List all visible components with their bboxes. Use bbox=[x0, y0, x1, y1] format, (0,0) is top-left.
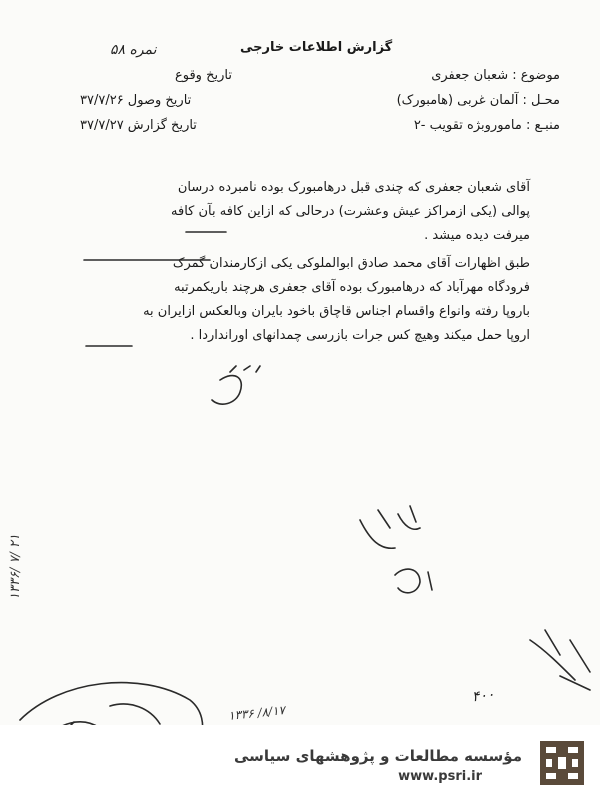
report-number: نمره ۵۸ bbox=[110, 42, 157, 58]
location-line: محـل : آلمان غربی (هامبورک) bbox=[396, 93, 560, 108]
signature bbox=[360, 506, 420, 548]
body-line: طبق اظهارات آقای محمد صادق ابوالملوکی یکی ازکارمندان گمرک bbox=[172, 256, 530, 271]
signature bbox=[212, 366, 260, 404]
subject-line: موضوع : شعبان جعفری bbox=[431, 68, 560, 83]
body-line: اروپا حمل میکند وهیچ کس جرات بازرسی چمدانهای اورانداردا . bbox=[190, 328, 530, 343]
body-line: پوالی (یکی ازمراکز عیش وعشرت) درحالی که ازاین کافه بآن کافه bbox=[171, 204, 530, 219]
footer bbox=[0, 725, 600, 797]
body-line: آقای شعبان جعفری که چندی قبل درهامبورک بوده نامبرده درسان bbox=[177, 180, 530, 195]
bottom-date-stamp: ۱۳۳۶ /۸/۱۷ bbox=[227, 703, 286, 723]
signature bbox=[395, 569, 432, 593]
arrival-date: تاریخ وصول ۳۷/۷/۲۶ bbox=[80, 93, 192, 108]
footer-brand: مؤسسه مطالعات و پژوهشهای سیاسی bbox=[233, 747, 522, 765]
signature bbox=[530, 630, 590, 690]
body-line: باروپا رفته وانواع واقسام اجناس قاچاق باخود بایران وبالعکس ازایران به bbox=[143, 304, 530, 319]
report-date: تاریخ گزارش ۳۷/۷/۲۷ bbox=[80, 118, 197, 133]
source-line: منبـع : ماموروبژه تقویب -۲ bbox=[413, 118, 560, 133]
footer-url[interactable]: www.psri.ir bbox=[398, 769, 482, 784]
body-line: فرودگاه مهرآباد که درهامبورک بوده آقای جعفری هرچند باریکمرتبه bbox=[174, 280, 530, 295]
event-date-label: تاریخ وقوع bbox=[175, 68, 232, 83]
psri-logo-icon bbox=[538, 739, 586, 787]
vertical-date-stamp: ۱۳۳۶/ ۷/ ۲۱ bbox=[8, 534, 23, 600]
page-number: ۴۰۰ bbox=[470, 686, 496, 706]
body-line: میرفت دیده میشد . bbox=[424, 228, 530, 243]
report-title: گزارش اطلاعات خارجی bbox=[240, 40, 393, 55]
